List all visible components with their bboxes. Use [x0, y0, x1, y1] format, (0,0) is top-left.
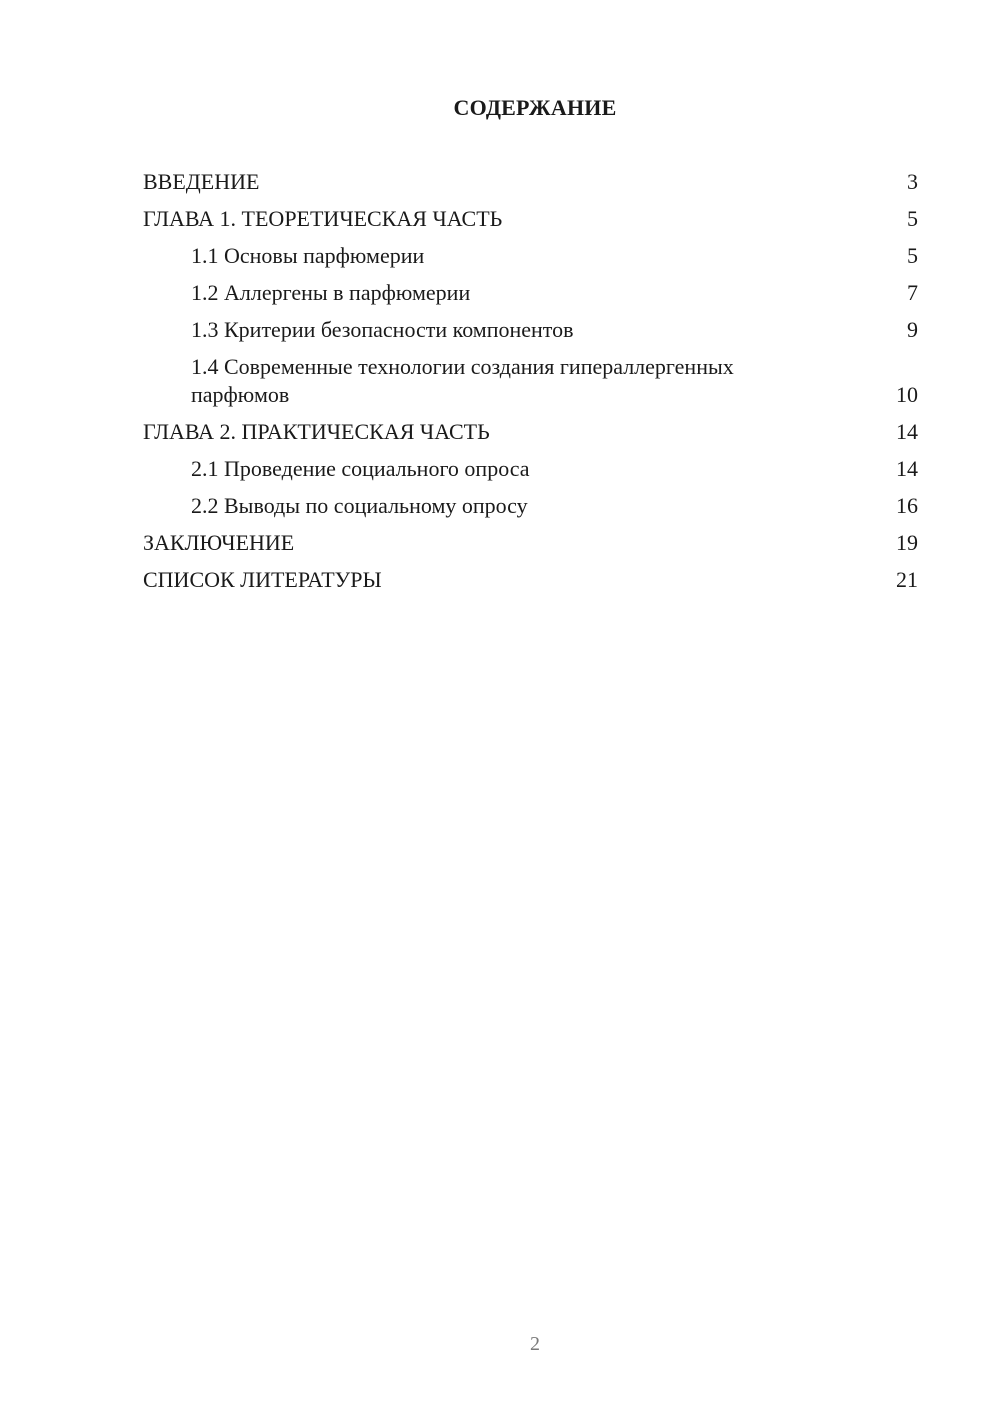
- toc-entry-label: 1.4 Современные технологии создания гипераллергенных парфюмов: [191, 354, 734, 407]
- toc-entry-label: СПИСОК ЛИТЕРАТУРЫ: [143, 567, 382, 592]
- toc-entry-label: 1.3 Критерии безопасности компонентов: [191, 317, 574, 342]
- toc-entry-label: ВВЕДЕНИЕ: [143, 169, 260, 194]
- toc-entry-page: 7: [907, 280, 918, 305]
- toc-entry-label: 2.1 Проведение социального опроса: [191, 456, 530, 481]
- toc-entry-chapter-1[interactable]: [143, 205, 918, 233]
- toc-entry-page: 14: [896, 456, 918, 481]
- toc-entry-section-1-4[interactable]: [143, 353, 918, 409]
- toc-entry-label: 1.1 Основы парфюмерии: [191, 243, 425, 268]
- toc-entry-section-1-2[interactable]: [143, 279, 918, 307]
- toc-entry-references[interactable]: [143, 566, 918, 594]
- toc-entry-section-1-3[interactable]: [143, 316, 918, 344]
- toc-entry-page: 3: [907, 169, 918, 194]
- toc-entry-page: 5: [907, 243, 918, 268]
- toc-entry-page: 10: [896, 382, 918, 407]
- toc-entry-page: 5: [907, 206, 918, 231]
- toc-entry-section-2-2[interactable]: [143, 492, 918, 520]
- toc-entry-label: ЗАКЛЮЧЕНИЕ: [143, 530, 295, 555]
- toc-entry-chapter-2[interactable]: [143, 418, 918, 446]
- toc-entry-label: 2.2 Выводы по социальному опросу: [191, 493, 528, 518]
- toc-entry-page: 19: [896, 530, 918, 555]
- toc-entry-conclusion[interactable]: [143, 529, 918, 557]
- page-title: СОДЕРЖАНИЕ: [453, 95, 617, 120]
- toc-entry-label: ГЛАВА 2. ПРАКТИЧЕСКАЯ ЧАСТЬ: [143, 419, 490, 444]
- page-number: 2: [530, 1333, 540, 1355]
- toc-entry-page: 16: [896, 493, 918, 518]
- toc-entry-page: 21: [896, 567, 918, 592]
- table-of-contents: [143, 168, 918, 603]
- toc-entry-page: 14: [896, 419, 918, 444]
- toc-entry-introduction[interactable]: [143, 168, 918, 196]
- toc-entry-section-2-1[interactable]: [143, 455, 918, 483]
- toc-entry-label: ГЛАВА 1. ТЕОРЕТИЧЕСКАЯ ЧАСТЬ: [143, 206, 503, 231]
- toc-entry-label: 1.2 Аллергены в парфюмерии: [191, 280, 471, 305]
- toc-entry-page: 9: [907, 317, 918, 342]
- toc-entry-section-1-1[interactable]: [143, 242, 918, 270]
